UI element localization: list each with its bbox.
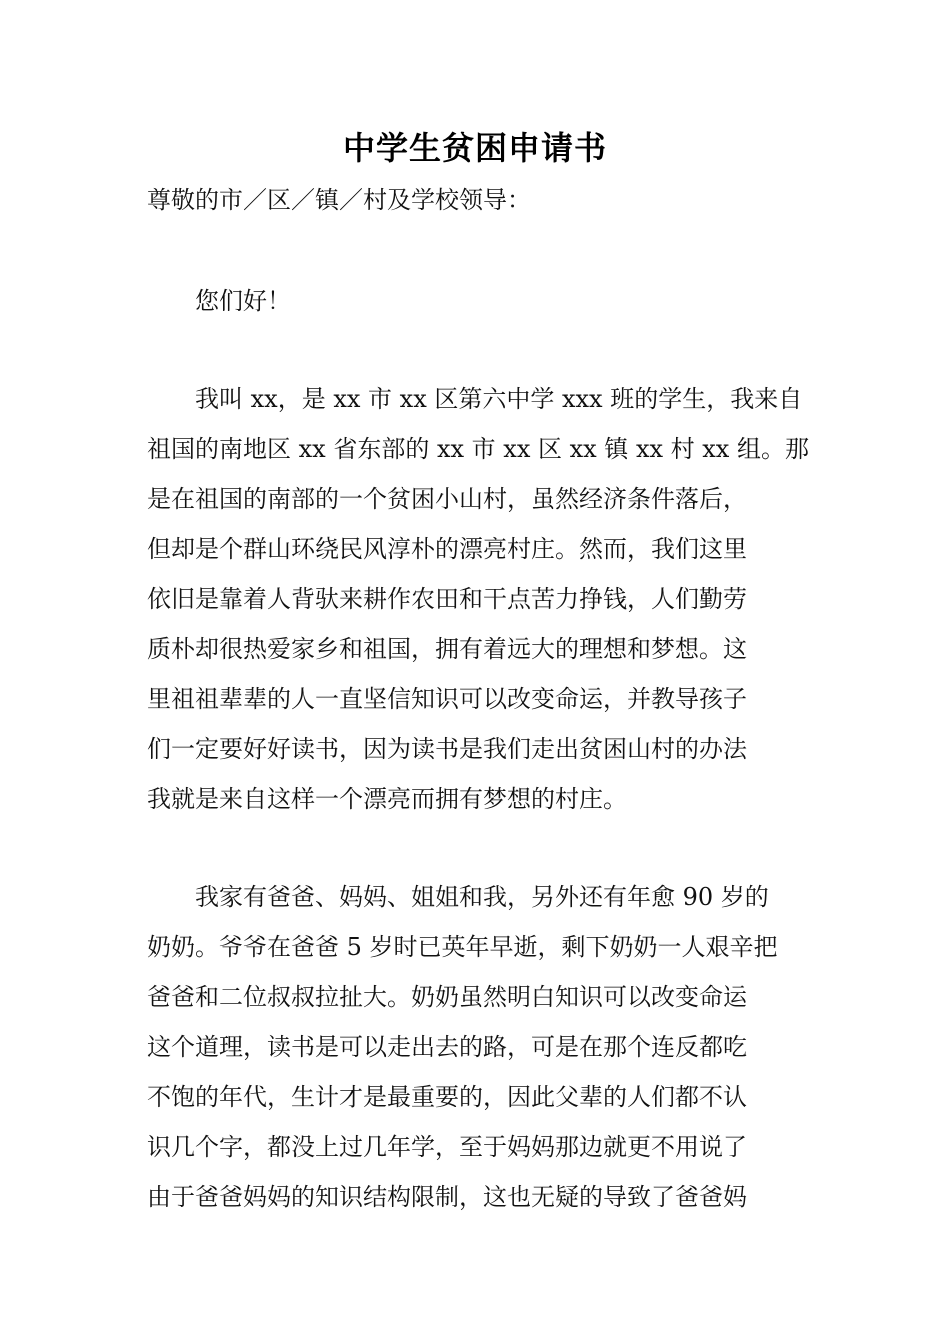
paragraph-line: 由于爸爸妈妈的知识结构限制，这也无疑的导致了爸爸妈 <box>147 1183 747 1211</box>
paragraph-2 <box>147 872 817 1222</box>
paragraph-line: 但却是个群山环绕民风淳朴的漂亮村庄。然而，我们这里 <box>147 535 747 563</box>
paragraph-line: 们一定要好好读书，因为读书是我们走出贫困山村的办法 <box>147 735 747 763</box>
greeting: 您们好！ <box>195 287 291 315</box>
paragraph-1 <box>147 374 817 824</box>
paragraph-line: 我就是来自这样一个漂亮而拥有梦想的村庄。 <box>147 785 627 813</box>
paragraph-line: 里祖祖辈辈的人一直坚信知识可以改变命运，并教导孩子 <box>147 685 747 713</box>
paragraph-line: 依旧是靠着人背驮来耕作农田和干点苦力挣钱，人们勤劳 <box>147 585 747 613</box>
paragraph-line: 是在祖国的南部的一个贫困小山村，虽然经济条件落后， <box>147 485 747 513</box>
salutation: 尊敬的市／区／镇／村及学校领导： <box>147 186 531 214</box>
paragraph-line: 祖国的南地区 xx 省东部的 xx 市 xx 区 xx 镇 xx 村 xx 组。那 <box>147 435 809 463</box>
paragraph-line: 识几个字，都没上过几年学，至于妈妈那边就更不用说了 <box>147 1133 747 1161</box>
document-title: 中学生贫困申请书 <box>342 129 607 167</box>
paragraph-line: 奶奶。爷爷在爸爸 5 岁时已英年早逝，剩下奶奶一人艰辛把 <box>147 933 778 961</box>
paragraph-line: 不饱的年代，生计才是最重要的，因此父辈的人们都不认 <box>147 1083 747 1111</box>
paragraph-line: 我家有爸爸、妈妈、姐姐和我，另外还有年愈 90 岁的 <box>195 883 769 911</box>
paragraph-line: 质朴却很热爱家乡和祖国，拥有着远大的理想和梦想。这 <box>147 635 747 663</box>
paragraph-line: 这个道理，读书是可以走出去的路，可是在那个连反都吃 <box>147 1033 747 1061</box>
paragraph-line: 爸爸和二位叔叔拉扯大。奶奶虽然明白知识可以改变命运 <box>147 983 747 1011</box>
paragraph-line: 我叫 xx，是 xx 市 xx 区第六中学 xxx 班的学生，我来自 <box>195 385 803 413</box>
